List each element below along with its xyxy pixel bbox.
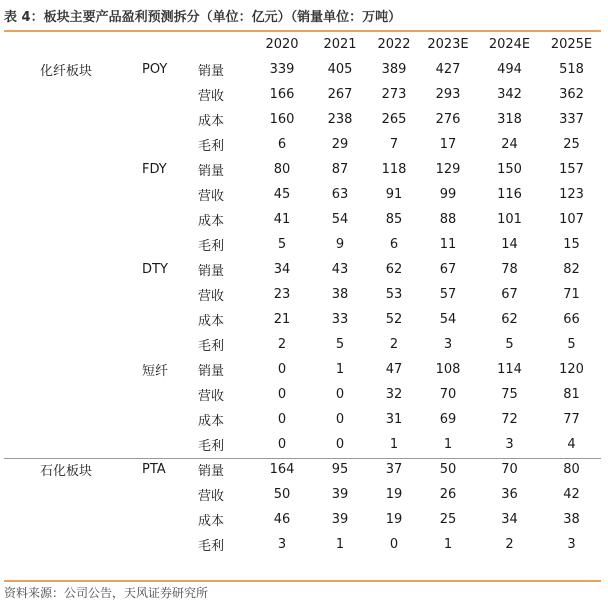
- year-header: 2025E: [550, 37, 593, 52]
- value-cell: 11: [439, 237, 457, 252]
- value-cell: 0: [277, 412, 287, 427]
- value-cell: 494: [497, 62, 522, 77]
- value-cell: 62: [385, 262, 403, 277]
- table-row: [4, 257, 601, 282]
- segment-cell: [4, 357, 142, 382]
- header-cell: [142, 32, 198, 57]
- value-cell: 273: [381, 87, 407, 102]
- segment-cell: [4, 82, 142, 107]
- value-cell: 5: [567, 337, 576, 352]
- value-cell: 37: [385, 462, 403, 477]
- table-row: [4, 357, 601, 382]
- segment-cell: [4, 482, 142, 507]
- table-row: [4, 282, 601, 307]
- segment-cell: [4, 407, 142, 432]
- value-cell: 1: [335, 362, 345, 377]
- segment-cell: [4, 157, 142, 182]
- value-cell: 238: [327, 112, 353, 127]
- year-header: 2021: [323, 37, 357, 52]
- segment-cell: [4, 382, 142, 407]
- value-cell: 5: [505, 337, 514, 352]
- value-cell: 3: [567, 537, 576, 552]
- value-cell: 43: [331, 262, 349, 277]
- table-row: [4, 57, 601, 82]
- year-header: 2022: [377, 37, 411, 52]
- value-cell: 80: [273, 162, 291, 177]
- segment-cell: [4, 132, 142, 157]
- table-row: [4, 457, 601, 482]
- value-cell: 39: [331, 512, 349, 527]
- value-cell: 0: [335, 387, 345, 402]
- value-cell: 3: [443, 337, 453, 352]
- value-cell: 77: [563, 412, 580, 427]
- value-cell: 164: [269, 462, 295, 477]
- metric-cell: 成本: [198, 314, 225, 329]
- segment-cell: 石化板块: [40, 464, 93, 479]
- value-cell: 116: [497, 187, 522, 202]
- value-cell: 342: [497, 87, 522, 102]
- product-cell: [142, 132, 198, 157]
- value-cell: 53: [385, 287, 403, 302]
- value-cell: 87: [331, 162, 349, 177]
- metric-cell: 营收: [198, 189, 225, 204]
- segment-cell: [4, 332, 142, 357]
- product-cell: [142, 332, 198, 357]
- product-cell: PTA: [142, 462, 166, 477]
- value-cell: 4: [567, 437, 576, 452]
- product-cell: [142, 432, 198, 457]
- metric-cell: 成本: [198, 414, 225, 429]
- header-cell: [4, 32, 142, 57]
- segment-cell: [4, 432, 142, 457]
- metric-cell: 成本: [198, 514, 225, 529]
- value-cell: 120: [559, 362, 584, 377]
- value-cell: 57: [439, 287, 457, 302]
- table-row: [4, 532, 601, 557]
- value-cell: 293: [435, 87, 461, 102]
- table-row: [4, 382, 601, 407]
- value-cell: 150: [497, 162, 522, 177]
- metric-cell: 毛利: [198, 439, 225, 454]
- segment-cell: [4, 307, 142, 332]
- value-cell: 5: [335, 337, 345, 352]
- value-cell: 389: [381, 62, 407, 77]
- segment-cell: [4, 532, 142, 557]
- metric-cell: 营收: [198, 489, 225, 504]
- value-cell: 19: [385, 487, 403, 502]
- product-cell: FDY: [142, 162, 167, 177]
- value-cell: 50: [439, 462, 457, 477]
- value-cell: 518: [559, 62, 584, 77]
- product-cell: [142, 232, 198, 257]
- value-cell: 1: [443, 537, 453, 552]
- value-cell: 15: [563, 237, 580, 252]
- value-cell: 2: [505, 537, 514, 552]
- table-row: [4, 507, 601, 532]
- metric-cell: 毛利: [198, 339, 225, 354]
- metric-cell: 成本: [198, 214, 225, 229]
- value-cell: 82: [563, 262, 580, 277]
- value-cell: 25: [563, 137, 580, 152]
- value-cell: 19: [385, 512, 403, 527]
- value-cell: 47: [385, 362, 403, 377]
- value-cell: 63: [331, 187, 349, 202]
- value-cell: 276: [435, 112, 461, 127]
- value-cell: 75: [501, 387, 518, 402]
- value-cell: 88: [439, 212, 457, 227]
- metric-cell: 营收: [198, 89, 225, 104]
- value-cell: 62: [501, 312, 518, 327]
- value-cell: 29: [331, 137, 349, 152]
- value-cell: 129: [435, 162, 461, 177]
- value-cell: 9: [335, 237, 345, 252]
- value-cell: 7: [389, 137, 399, 152]
- metric-cell: 销量: [198, 464, 225, 479]
- metric-cell: 毛利: [198, 239, 225, 254]
- value-cell: 114: [497, 362, 522, 377]
- year-header: 2024E: [488, 37, 531, 52]
- table-row: [4, 432, 601, 457]
- value-cell: 1: [335, 537, 345, 552]
- metric-cell: 销量: [198, 164, 225, 179]
- value-cell: 81: [563, 387, 580, 402]
- value-cell: 45: [273, 187, 291, 202]
- value-cell: 50: [273, 487, 291, 502]
- value-cell: 339: [269, 62, 295, 77]
- metric-cell: 毛利: [198, 539, 225, 554]
- value-cell: 91: [385, 187, 403, 202]
- segment-cell: [4, 282, 142, 307]
- value-cell: 0: [335, 437, 345, 452]
- value-cell: 70: [501, 462, 518, 477]
- product-cell: 短纤: [142, 364, 169, 379]
- year-header: 2020: [265, 37, 299, 52]
- metric-cell: 销量: [198, 264, 225, 279]
- product-cell: [142, 532, 198, 557]
- value-cell: 157: [559, 162, 584, 177]
- segment-cell: 化纤板块: [40, 64, 93, 79]
- product-cell: [142, 82, 198, 107]
- table-row: [4, 107, 601, 132]
- value-cell: 123: [559, 187, 584, 202]
- value-cell: 0: [277, 437, 287, 452]
- value-cell: 427: [435, 62, 461, 77]
- value-cell: 33: [331, 312, 349, 327]
- product-cell: [142, 207, 198, 232]
- source-note: 资料来源：公司公告，天风证券研究所: [4, 586, 209, 600]
- segment-cell: [4, 257, 142, 282]
- value-cell: 5: [277, 237, 287, 252]
- value-cell: 118: [381, 162, 407, 177]
- value-cell: 405: [327, 62, 353, 77]
- value-cell: 54: [439, 312, 457, 327]
- value-cell: 85: [385, 212, 403, 227]
- product-cell: DTY: [142, 262, 168, 277]
- value-cell: 25: [439, 512, 457, 527]
- value-cell: 99: [439, 187, 457, 202]
- value-cell: 17: [439, 137, 457, 152]
- value-cell: 0: [277, 387, 287, 402]
- table-row: [4, 132, 601, 157]
- header-row: [4, 32, 601, 57]
- bottom-rule: [4, 580, 601, 582]
- table-row: [4, 157, 601, 182]
- value-cell: 21: [273, 312, 291, 327]
- value-cell: 3: [277, 537, 287, 552]
- value-cell: 38: [563, 512, 580, 527]
- value-cell: 72: [501, 412, 518, 427]
- value-cell: 34: [501, 512, 518, 527]
- value-cell: 42: [563, 487, 580, 502]
- metric-cell: 成本: [198, 114, 225, 129]
- value-cell: 71: [563, 287, 580, 302]
- value-cell: 24: [501, 137, 518, 152]
- value-cell: 23: [273, 287, 291, 302]
- value-cell: 38: [331, 287, 349, 302]
- product-cell: [142, 182, 198, 207]
- value-cell: 3: [505, 437, 514, 452]
- value-cell: 66: [563, 312, 580, 327]
- value-cell: 67: [439, 262, 457, 277]
- product-cell: [142, 282, 198, 307]
- value-cell: 1: [389, 437, 399, 452]
- segment-separator: [4, 458, 601, 459]
- value-cell: 1: [443, 437, 453, 452]
- value-cell: 318: [497, 112, 522, 127]
- value-cell: 166: [269, 87, 295, 102]
- value-cell: 32: [385, 387, 403, 402]
- value-cell: 46: [273, 512, 291, 527]
- value-cell: 108: [435, 362, 461, 377]
- table-row: [4, 207, 601, 232]
- value-cell: 362: [559, 87, 584, 102]
- product-cell: [142, 482, 198, 507]
- segment-cell: [4, 507, 142, 532]
- value-cell: 101: [497, 212, 522, 227]
- value-cell: 39: [331, 487, 349, 502]
- value-cell: 78: [501, 262, 518, 277]
- value-cell: 6: [389, 237, 399, 252]
- value-cell: 31: [385, 412, 403, 427]
- year-header: 2023E: [427, 37, 469, 52]
- table-row: [4, 332, 601, 357]
- forecast-table: [4, 32, 601, 557]
- segment-cell: [4, 107, 142, 132]
- table-title: 表 4：板块主要产品盈利预测拆分（单位：亿元）（销量单位：万吨）: [4, 10, 402, 25]
- value-cell: 52: [385, 312, 403, 327]
- value-cell: 14: [501, 237, 518, 252]
- metric-cell: 营收: [198, 289, 225, 304]
- table-row: [4, 407, 601, 432]
- value-cell: 0: [389, 537, 399, 552]
- value-cell: 80: [563, 462, 580, 477]
- segment-cell: [4, 207, 142, 232]
- table-row: [4, 182, 601, 207]
- segment-cell: [4, 232, 142, 257]
- value-cell: 34: [273, 262, 291, 277]
- value-cell: 41: [273, 212, 291, 227]
- value-cell: 267: [327, 87, 353, 102]
- value-cell: 2: [277, 337, 287, 352]
- value-cell: 2: [389, 337, 399, 352]
- metric-cell: 毛利: [198, 139, 225, 154]
- value-cell: 107: [559, 212, 584, 227]
- value-cell: 337: [559, 112, 584, 127]
- value-cell: 0: [277, 362, 287, 377]
- segment-cell: [4, 182, 142, 207]
- table-row: [4, 307, 601, 332]
- value-cell: 6: [277, 137, 287, 152]
- table-row: [4, 232, 601, 257]
- metric-cell: 营收: [198, 389, 225, 404]
- table-row: [4, 82, 601, 107]
- value-cell: 160: [269, 112, 295, 127]
- product-cell: [142, 507, 198, 532]
- value-cell: 95: [331, 462, 349, 477]
- metric-cell: 销量: [198, 64, 225, 79]
- product-cell: [142, 307, 198, 332]
- table-row: [4, 482, 601, 507]
- value-cell: 70: [439, 387, 457, 402]
- value-cell: 0: [335, 412, 345, 427]
- table-body: [4, 57, 601, 557]
- value-cell: 26: [439, 487, 457, 502]
- product-cell: [142, 107, 198, 132]
- value-cell: 67: [501, 287, 518, 302]
- product-cell: [142, 407, 198, 432]
- header-cell: [198, 32, 253, 57]
- metric-cell: 销量: [198, 364, 225, 379]
- value-cell: 36: [501, 487, 518, 502]
- product-cell: [142, 382, 198, 407]
- value-cell: 69: [439, 412, 457, 427]
- product-cell: POY: [142, 62, 168, 77]
- value-cell: 54: [331, 212, 349, 227]
- value-cell: 265: [381, 112, 407, 127]
